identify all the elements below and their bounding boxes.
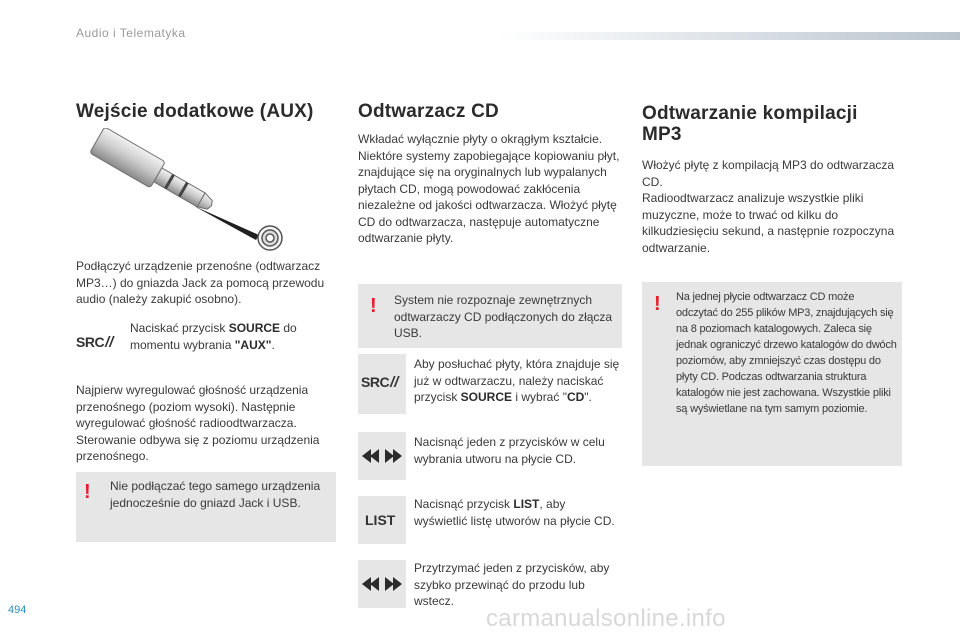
cd-source-icon-box bbox=[358, 354, 406, 414]
list-button-icon: LIST bbox=[365, 512, 396, 528]
cd-step-list: Nacisnąć przycisk LIST, aby wyświetlić listę utworów na płycie CD. bbox=[414, 497, 615, 528]
cd-list-icon-box bbox=[358, 496, 406, 544]
mp3-intro-analyze: Radioodtwarzacz analizuje wszystkie pliki muzyczne, może to trwać od kilku do kilkudziesięciu sekund, a następnie rozpoczyna odtwarzanie. bbox=[642, 191, 895, 255]
mp3-intro-insert: Włożyć płytę z kompilacją MP3 do odtwarzacza CD. bbox=[642, 158, 895, 189]
cd-title: Odtwarzacz CD bbox=[358, 101, 499, 122]
aux-step-source: Naciskać przycisk SOURCE do momentu wybrania "AUX". bbox=[130, 321, 297, 352]
cd-track-icon-box bbox=[358, 432, 406, 480]
cd-intro: Wkładać wyłącznie płyty o okrągłym kształcie. Niektóre systemy zapobiegające kopiowaniu płyt, znajdujące się na oryginalnych lub wypalanych płytach CD, mogą powodować zakłócenia niezależne od jakości odtwarzacza. Włożyć płytę CD do odtwarzacza, następuje automatyczne odtwarzanie płyty. bbox=[358, 132, 620, 245]
mp3-warning-box bbox=[642, 282, 902, 466]
mp3-warning-text: Na jednej płycie odtwarzacz CD może odczytać do 255 plików MP3, znajdujących się na 8 poziomach katalogowych. Zaleca się jednak ograniczyć drzewo katalogów do dwóch poziomów, aby zmniejszyć czas dostępu do płyty CD. Podczas odtwarzania struktura katalogów nie jest zachowana. Wszystkie pliki są wyświetlane na tym samym poziomie. bbox=[676, 291, 897, 415]
aux-title: Wejście dodatkowe (AUX) bbox=[76, 101, 314, 122]
cd-step-seek: Przytrzymać jeden z przycisków, aby szybko przewinąć do przodu lub wstecz. bbox=[414, 561, 610, 608]
aux-intro: Podłączyć urządzenie przenośne (odtwarzacz MP3…) do gniazda Jack za pomocą przewodu audio (należy zakupić osobno). bbox=[76, 259, 325, 306]
warning-icon: ! bbox=[84, 481, 91, 503]
aux-warning-text: Nie podłączać tego samego urządzenia jednocześnie do gniazd Jack i USB. bbox=[110, 479, 321, 510]
warning-icon: ! bbox=[370, 295, 377, 317]
cd-warning-text: System nie rozpoznaje zewnętrznych odtwarzaczy CD podłączonych do złącza USB. bbox=[394, 293, 613, 340]
cd-seek-icon-box bbox=[358, 560, 406, 608]
aux-warning-box bbox=[76, 472, 336, 542]
previous-next-icon bbox=[362, 448, 402, 464]
jack-plug-illustration bbox=[76, 128, 296, 253]
cd-warning-box bbox=[358, 284, 622, 348]
header-section: Audio i Telematyka bbox=[76, 26, 186, 40]
cd-step-track: Nacisnąć jeden z przycisków w celu wybrania utworu na płycie CD. bbox=[414, 435, 605, 466]
source-button-icon: SRC// bbox=[76, 334, 114, 351]
header-divider bbox=[498, 32, 960, 40]
fast-forward-rewind-icon bbox=[362, 576, 402, 592]
mp3-title: Odtwarzanie kompilacji MP3 bbox=[642, 103, 858, 145]
cd-step-source: Aby posłuchać płyty, która znajduje się już w odtwarzaczu, należy naciskać przycisk SOURCE i wybrać "CD". bbox=[414, 357, 620, 404]
warning-icon: ! bbox=[654, 293, 661, 315]
source-button-icon: SRC// bbox=[361, 374, 399, 391]
aux-adjust-volume: Najpierw wyregulować głośność urządzenia przenośnego (poziom wysoki). Następnie wyregulować głośność radioodtwarzacza. Sterowanie odbywa się z poziomu urządzenia przenośnego. bbox=[76, 383, 320, 463]
page-number: 494 bbox=[8, 604, 27, 616]
watermark: carmanualsonline.info bbox=[486, 605, 726, 632]
